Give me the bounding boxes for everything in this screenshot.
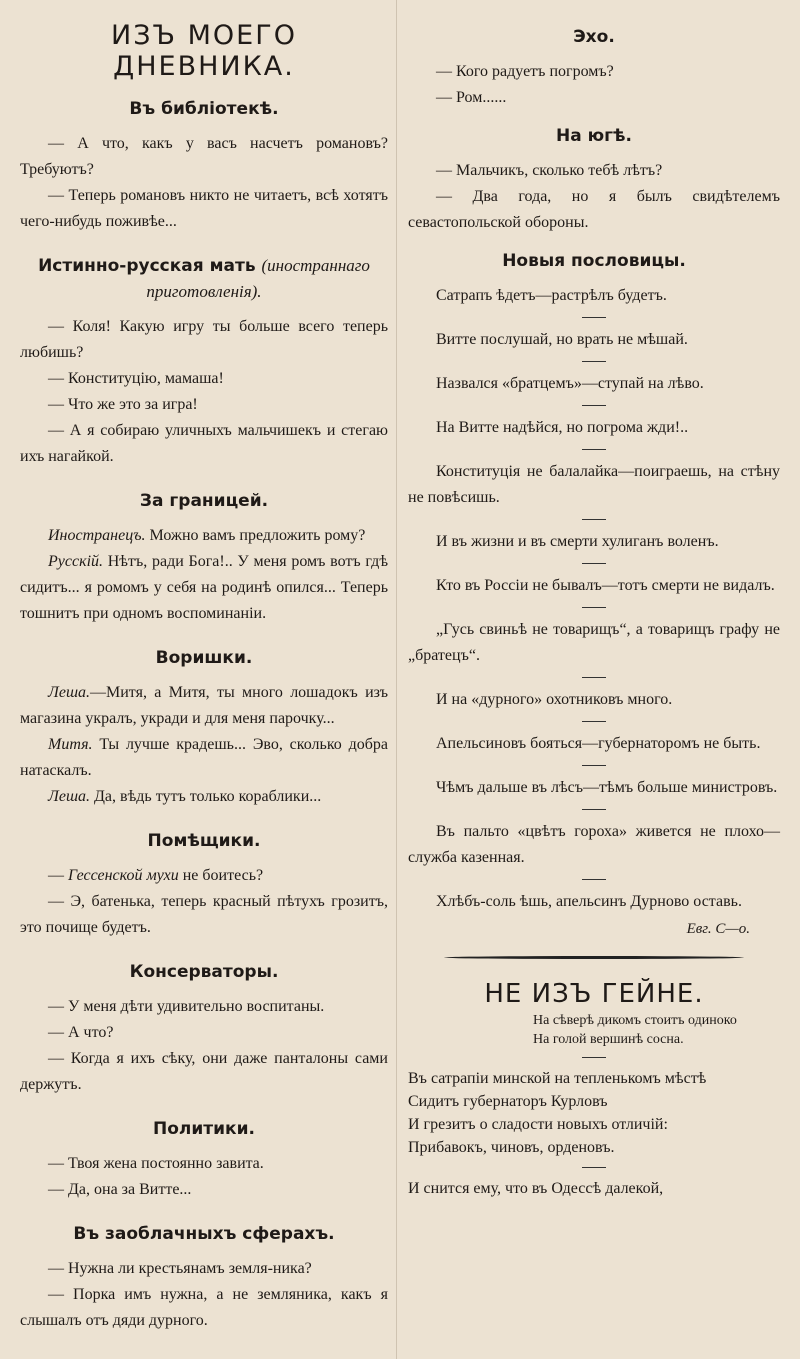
section-heading: Новыя пословицы. — [502, 251, 686, 271]
proverb: Кто въ Россіи не бывалъ—тотъ смерти не видалъ. — [436, 577, 775, 594]
dialogue-line — [20, 863, 388, 889]
verse-line: И грезитъ о сладости новыхъ отличій: — [408, 1116, 668, 1133]
separator-dash — [582, 563, 606, 564]
dialogue-line: — Э, батенька, теперь красный пѣтухъ грозитъ, это почище будетъ. — [20, 893, 388, 936]
dialogue-line — [20, 732, 388, 784]
dialogue-line: — Мальчикъ, сколько тебѣ лѣтъ? — [436, 162, 663, 179]
page-title: ИЗЪ МОЕГО ДНЕВНИКА. — [111, 20, 297, 82]
dialogue-line: — Теперь романовъ никто не читаетъ, всѣ хотятъ чего-нибудь поживѣе... — [20, 187, 388, 230]
separator-dash — [582, 721, 606, 722]
dialogue-line: — Конституцію, мамаша! — [48, 370, 224, 387]
right-column — [408, 24, 780, 1200]
dialogue-line — [20, 523, 388, 549]
dialogue-line: — Коля! Какую игру ты больше всего теперь любишь? — [20, 318, 388, 361]
proverb: Въ пальто «цвѣтъ гороха» живется не плохо—служба казенная. — [408, 823, 780, 866]
separator-dash — [582, 879, 606, 880]
dialogue-line: — Твоя жена постоянно завитa. — [48, 1155, 264, 1172]
italic-phrase: Гессенской мухи — [68, 867, 179, 884]
section-heading — [20, 253, 388, 305]
verse-line: Сидитъ губернаторъ Курловъ — [408, 1093, 608, 1110]
proverb: И на «дурного» охотниковъ много. — [436, 691, 673, 708]
epigraph-line: На сѣверѣ дикомъ стоитъ одиноко — [533, 1013, 737, 1028]
section-rule — [444, 956, 744, 959]
separator-dash — [582, 677, 606, 678]
dialogue-line: — Порка имъ нужна, а не земляника, какъ я слышалъ отъ дяди дурного. — [20, 1286, 388, 1329]
proverb: Апельсиновъ бояться—губернаторомъ не быть. — [436, 735, 761, 752]
speaker: Митя. — [48, 736, 93, 753]
dialogue-line — [20, 784, 388, 810]
dialogue-line: — У меня дѣти удивительно воспитаны. — [48, 998, 325, 1015]
section-heading-italic: (иностраннаго приготовленія). — [146, 256, 370, 301]
speaker: Русскій. — [48, 553, 104, 570]
separator-dash — [582, 519, 606, 520]
left-column — [20, 0, 388, 1334]
separator-dash — [582, 1057, 606, 1058]
proverb: Назвался «братцемъ»—ступай на лѣво. — [436, 375, 704, 392]
dialogue-line: — Когда я ихъ сѣку, они даже панталоны сами держутъ. — [20, 1050, 388, 1093]
speech: не боитесь? — [182, 867, 264, 884]
section-heading: На югѣ. — [556, 126, 632, 146]
proverb: И въ жизни и въ смерти хулиганъ воленъ. — [436, 533, 719, 550]
separator-dash — [582, 1167, 606, 1168]
dialogue-line: — Нужна ли крестьянамъ земля-ника? — [48, 1260, 312, 1277]
speech: Можно вамъ предложить рому? — [149, 527, 366, 544]
separator-dash — [582, 765, 606, 766]
section-heading: Въ библіотекѣ. — [129, 99, 279, 119]
separator-dash — [582, 317, 606, 318]
section-heading: Консерваторы. — [129, 962, 279, 982]
speaker: Леша. — [48, 684, 91, 701]
separator-dash — [582, 809, 606, 810]
dialogue-line: — Да, она за Витте... — [48, 1181, 192, 1198]
proverb: Чѣмъ дальше въ лѣсъ—тѣмъ больше министровъ. — [436, 779, 778, 796]
proverb: Витте послушай, но врать не мѣшай. — [436, 331, 688, 348]
speaker: Иностранецъ. — [48, 527, 146, 544]
author-signature: Евг. С—о. — [686, 921, 750, 937]
section-heading: Воришки. — [155, 648, 253, 668]
section-heading: Помѣщики. — [147, 831, 261, 851]
dialogue-line: — А что? — [48, 1024, 114, 1041]
separator-dash — [582, 361, 606, 362]
poem-title: НЕ ИЗЪ ГЕЙНЕ. — [484, 979, 704, 1009]
dialogue-line: — Два года, но я былъ свидѣтелемъ севастопольской обороны. — [408, 188, 780, 231]
speech: Ты лучше крадешь... Эво, сколько добра натаскалъ. — [20, 736, 389, 779]
speaker: Леша. — [48, 788, 91, 805]
section-heading-text: Истинно-русская мать — [38, 256, 256, 276]
dialogue-line: — Ром...... — [436, 89, 507, 106]
dialogue-line: — Что же это за игра! — [48, 396, 198, 413]
separator-dash — [582, 405, 606, 406]
verse-line: Въ сатрапіи минской на тепленькомъ мѣстѣ — [408, 1070, 707, 1087]
proverb: Сатрапъ ѣдетъ—растрѣлъ будетъ. — [436, 287, 667, 304]
speech: Да, вѣдь тутъ только кораблики... — [94, 788, 322, 805]
separator-dash — [582, 607, 606, 608]
separator-dash — [582, 449, 606, 450]
dialogue-line: — А что, какъ у васъ насчетъ романовъ? Требуютъ? — [20, 135, 388, 178]
column-divider — [396, 0, 397, 1359]
verse-line: Прибавокъ, чиновъ, орденовъ. — [408, 1139, 615, 1156]
proverb: На Витте надѣйся, но погрома жди!.. — [436, 419, 689, 436]
speech: Нѣтъ, ради Бога!.. У меня ромъ вотъ гдѣ сидитъ... я ромомъ у себя на родинѣ опился... Теперь тошнитъ при одномъ воспоминаніи. — [20, 553, 389, 622]
section-heading: Въ заоблачныхъ сферахъ. — [73, 1224, 335, 1244]
section-heading: Политики. — [153, 1119, 255, 1139]
dialogue-line — [20, 549, 388, 627]
speech: —Митя, а Митя, ты много лошадокъ изъ магазина укралъ, укради и для меня парочку... — [20, 684, 388, 727]
dialogue-line: — А я собираю уличныхъ мальчишекъ и стегаю ихъ нагайкой. — [20, 422, 388, 465]
dialogue-line: — Кого радуетъ погромъ? — [436, 63, 614, 80]
verse-line: И снится ему, что въ Одессѣ далекой, — [408, 1180, 664, 1197]
proverb: Конституція не балалайка—поиграешь, на стѣну не повѣсишь. — [408, 463, 780, 506]
dash: — — [48, 867, 64, 884]
dialogue-line — [20, 680, 388, 732]
proverb: „Гусь свиньѣ не товарищъ“, а товарищъ графу не „братецъ“. — [408, 621, 780, 664]
epigraph-line: На голой вершинѣ сосна. — [533, 1032, 684, 1047]
section-heading: Эхо. — [573, 27, 615, 47]
section-heading: За границей. — [139, 491, 269, 511]
proverb: Хлѣбъ-соль ѣшь, апельсинъ Дурново оставь. — [436, 893, 742, 910]
